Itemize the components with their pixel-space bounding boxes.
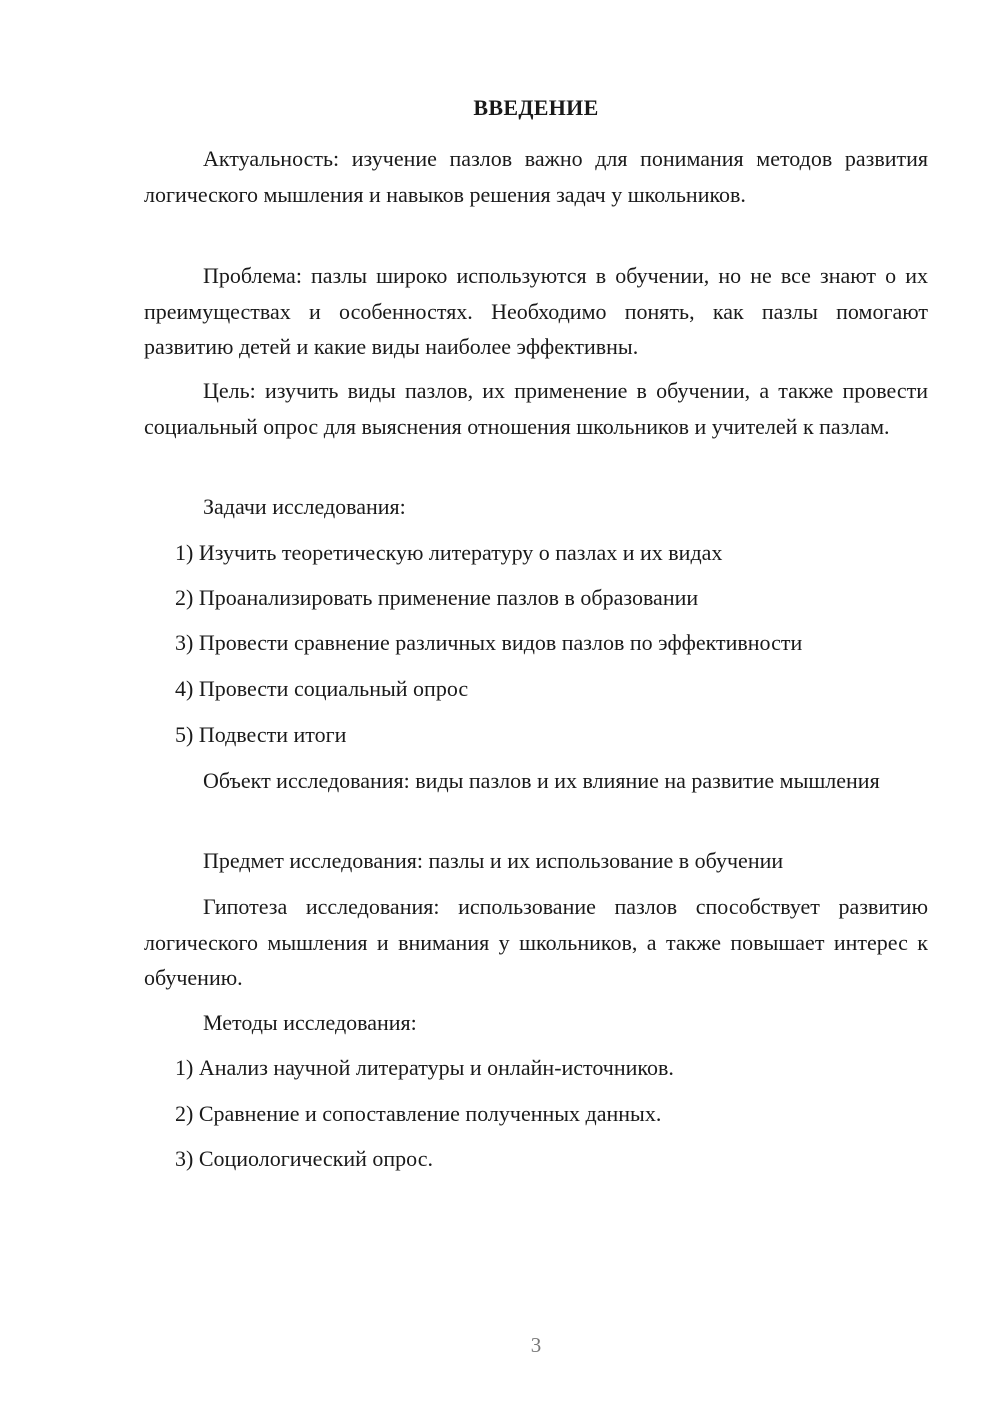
- task-item: 3) Провести сравнение различных видов пазлов по эффективности: [175, 630, 803, 655]
- task-item: 5) Подвести итоги: [175, 722, 347, 747]
- subject-paragraph: Предмет исследования: пазлы и их использование в обучении: [203, 848, 784, 873]
- goal-paragraph: Цель: изучить виды пазлов, их применение в обучении, а также провести социальный опрос для выяснения отношения школьников и учителей к пазлам.: [144, 378, 928, 439]
- method-item: 3) Социологический опрос.: [175, 1146, 433, 1171]
- method-item: 2) Сравнение и сопоставление полученных данных.: [175, 1101, 662, 1126]
- task-item: 1) Изучить теоретическую литературу о пазлах и их видах: [175, 540, 723, 565]
- problem-paragraph: Проблема: пазлы широко используются в обучении, но не все знают о их преимуществах и особенностях. Необходимо понять, как пазлы помогают развитию детей и какие виды наиболее эффективны.: [144, 263, 928, 359]
- page-number: 3: [530, 1333, 542, 1357]
- relevance-paragraph: Актуальность: изучение пазлов важно для понимания методов развития логического мышления и навыков решения задач у школьников.: [144, 146, 928, 207]
- task-item: 4) Провести социальный опрос: [175, 676, 469, 701]
- hypothesis-paragraph: Гипотеза исследования: использование пазлов способствует развитию логического мышления и внимания у школьников, а также повышает интерес к обучению.: [144, 894, 928, 990]
- methods-title: Методы исследования:: [203, 1010, 417, 1035]
- method-item: 1) Анализ научной литературы и онлайн-источников.: [175, 1055, 674, 1080]
- task-item: 2) Проанализировать применение пазлов в образовании: [175, 585, 699, 610]
- section-heading: ВВЕДЕНИЕ: [473, 95, 599, 120]
- tasks-title: Задачи исследования:: [203, 494, 406, 519]
- object-paragraph: Объект исследования: виды пазлов и их влияние на развитие мышления: [203, 768, 880, 793]
